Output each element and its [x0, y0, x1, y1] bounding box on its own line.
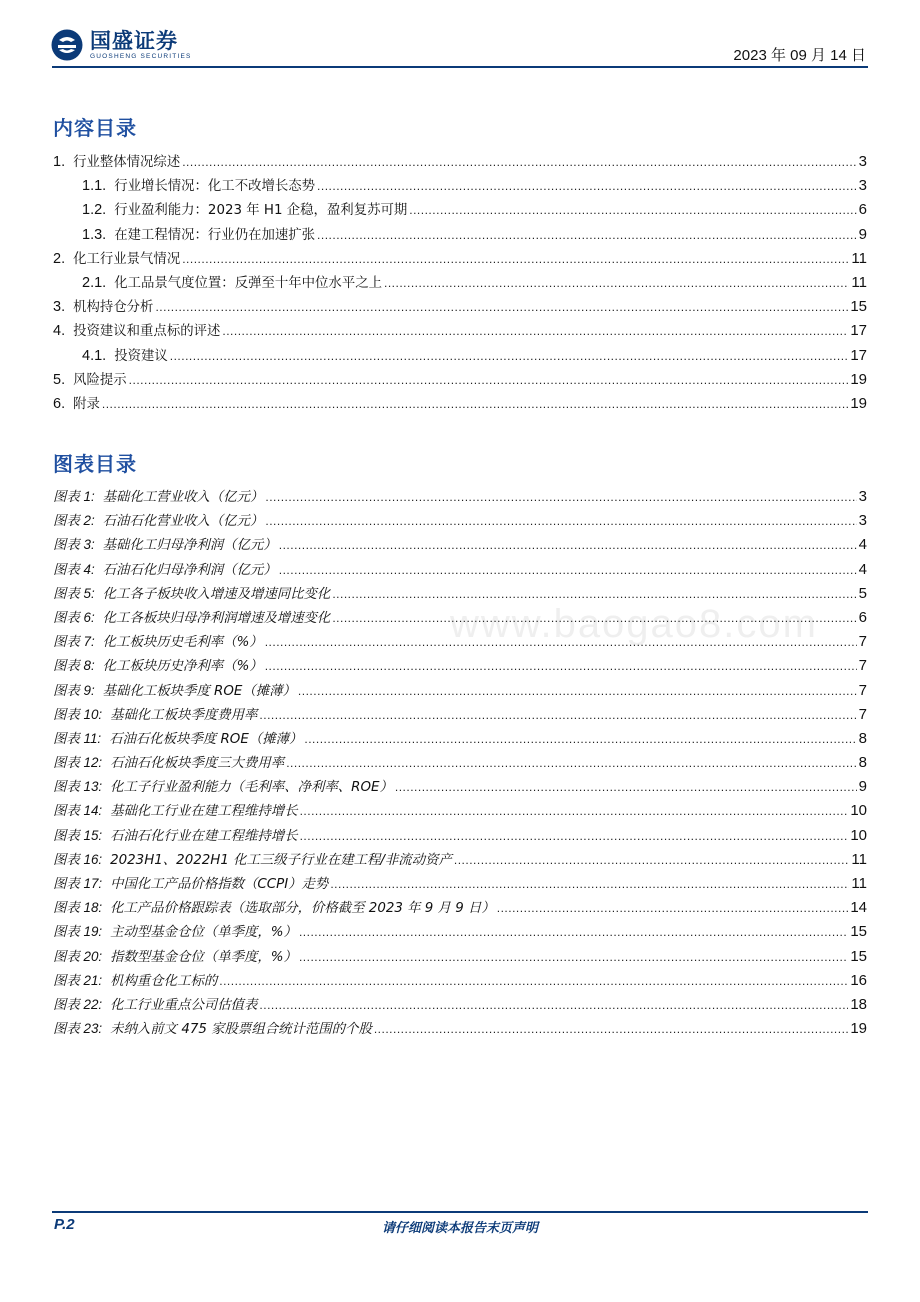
footer-divider [52, 1211, 868, 1213]
dot-leader [300, 829, 849, 843]
figure-entry-page: 8 [858, 729, 867, 747]
dot-leader [279, 538, 857, 552]
dot-leader [384, 276, 849, 290]
dot-leader [155, 300, 848, 314]
toc-entry-page: 9 [858, 225, 867, 243]
toc-entry-label: 在建工程情况：行业仍在加速扩张 [114, 227, 316, 243]
logo [50, 28, 192, 62]
figure-entry-page: 15 [850, 947, 867, 965]
figure-entry-label: 石油石化行业在建工程维持增长 [110, 828, 298, 844]
figure-entry[interactable] [53, 534, 867, 558]
figure-entry-label: 化工板块历史毛利率（%） [102, 635, 263, 651]
toc-entry-page: 6 [858, 201, 867, 219]
dot-leader [265, 514, 856, 528]
report-date: 2023 年 09 月 14 日 [733, 47, 866, 64]
figure-entry[interactable] [53, 800, 867, 824]
figure-entry-page: 14 [850, 899, 867, 917]
toc-entry-number: 2.1. [82, 274, 107, 291]
toc-entry[interactable] [53, 393, 867, 417]
logo-cn-text: 国盛证券 [90, 29, 178, 53]
dot-leader [259, 998, 848, 1012]
toc-entry[interactable] [53, 151, 867, 175]
page-header [0, 0, 920, 75]
toc-entry-label: 机构持仓分析 [73, 300, 154, 316]
figure-entry-page: 19 [850, 1020, 867, 1038]
toc-entry-page: 11 [851, 249, 867, 267]
figure-entry-page: 7 [858, 657, 867, 675]
dot-leader [374, 1022, 848, 1036]
toc-entry[interactable] [53, 199, 867, 223]
figure-entry-page: 4 [858, 536, 867, 554]
figure-entry[interactable] [53, 486, 867, 510]
toc-entry-page: 15 [850, 298, 867, 316]
dot-leader [300, 804, 849, 818]
figure-entry-page: 11 [851, 850, 867, 868]
toc-entry-number: 1.2. [82, 202, 107, 219]
figure-entry-page: 3 [858, 512, 867, 530]
figure-entry-label: 机构重仓化工标的 [110, 973, 218, 989]
toc-entry-label: 行业增长情况：化工不改增长态势 [114, 179, 316, 195]
dot-leader [279, 563, 857, 577]
figure-entry-label: 基础化工归母净利润（亿元） [102, 538, 277, 554]
figure-entry-number: 图表 15: [53, 827, 103, 843]
toc-entry-label: 附录 [73, 396, 100, 412]
toc-entry-page: 19 [850, 370, 867, 388]
dot-leader [265, 490, 856, 504]
logo-en-text: GUOSHENG SECURITIES [90, 53, 192, 60]
dot-leader [298, 684, 857, 698]
dot-leader [317, 179, 857, 193]
figure-entry[interactable] [53, 825, 867, 849]
toc-entry-page: 17 [850, 322, 867, 340]
figure-entry-page: 10 [850, 802, 867, 820]
watermark: www.baogao8.com [450, 602, 818, 646]
figure-entry-page: 15 [850, 923, 867, 941]
toc-entry[interactable] [53, 248, 867, 272]
toc-entry[interactable] [53, 272, 867, 296]
dot-leader [497, 901, 849, 915]
figure-entry-page: 4 [858, 560, 867, 578]
dot-leader [102, 397, 848, 411]
figure-entry-page: 11 [851, 875, 867, 892]
figure-entry-label: 指数型基金仓位（单季度，%） [110, 949, 297, 965]
toc-entry-number: 5. [53, 371, 66, 388]
figure-entry-page: 7 [858, 633, 867, 651]
dot-leader [182, 252, 849, 266]
figure-entry[interactable] [53, 946, 867, 970]
toc-entry-label: 化工行业景气情况 [73, 251, 181, 267]
toc-entry-page: 3 [858, 177, 867, 195]
figure-entry[interactable] [53, 994, 867, 1018]
dot-leader [182, 155, 856, 169]
figure-entry-page: 16 [850, 971, 867, 989]
figure-entry-number: 图表 18: [53, 900, 103, 916]
figure-entry-label: 化工行业重点公司估值表 [110, 997, 258, 1013]
figure-entry-number: 图表 1: [53, 489, 95, 504]
figure-entry[interactable] [53, 680, 867, 704]
figure-entry-label: 基础化工板块季度 ROE（摊薄） [102, 683, 296, 699]
toc-entry[interactable] [53, 320, 867, 344]
figure-entry-number: 图表 10: [53, 706, 103, 722]
figure-entry-label: 基础化工行业在建工程维持增长 [110, 804, 298, 820]
figure-entry-label: 2023H1、2022H1 化工三级子行业在建工程/非流动资产 [110, 852, 452, 868]
figure-entry-label: 化工子行业盈利能力（毛利率、净利率、ROE） [110, 780, 393, 796]
figure-entry-label: 中国化工产品价格指数（CCPI）走势 [110, 877, 329, 892]
figures-title: 图表目录 [53, 452, 137, 476]
dot-leader [170, 349, 849, 363]
figure-entry-number: 图表 17: [53, 876, 103, 891]
figure-entry[interactable] [53, 655, 867, 679]
dot-leader [286, 756, 856, 770]
toc-entry-number: 2. [53, 250, 66, 267]
figure-entry-page: 9 [858, 778, 867, 796]
figure-entry-label: 主动型基金仓位（单季度，%） [110, 925, 297, 941]
figure-entry-number: 图表 6: [53, 609, 95, 625]
figure-entry-label: 石油石化营业收入（亿元） [102, 514, 264, 530]
figure-entry-number: 图表 9: [53, 682, 95, 698]
figure-entry-page: 6 [858, 608, 867, 626]
figure-entry-number: 图表 20: [53, 948, 103, 964]
figure-entry-label: 基础化工板块季度费用率 [110, 707, 258, 723]
figure-entry-number: 图表 19: [53, 924, 103, 940]
dot-leader [332, 587, 856, 601]
figure-entry-label: 基础化工营业收入（亿元） [102, 490, 264, 505]
figure-entry-number: 图表 14: [53, 803, 103, 819]
figure-entry-page: 8 [858, 754, 867, 772]
figure-entry-number: 图表 22: [53, 996, 103, 1012]
dot-leader [259, 708, 856, 722]
guosheng-logo-icon [50, 28, 84, 62]
figure-entry-label: 化工各子板块收入增速及增速同比变化 [102, 586, 331, 602]
dot-leader [330, 877, 849, 891]
toc-entry-number: 4. [53, 323, 66, 340]
toc-entry-label: 投资建议 [114, 348, 168, 364]
figure-entry-number: 图表 4: [53, 561, 95, 577]
dot-leader [395, 780, 857, 794]
figure-entry-label: 石油石化板块季度三大费用率 [110, 756, 285, 772]
toc-entry-page: 17 [850, 346, 867, 364]
figure-entry[interactable] [53, 510, 867, 534]
toc-entry-label: 化工品景气度位置：反弹至十年中位水平之上 [114, 275, 382, 291]
dot-leader [454, 853, 850, 867]
figure-entry-number: 图表 11: [53, 730, 102, 746]
dot-leader [265, 659, 857, 673]
figures-list [53, 486, 867, 1042]
figure-entry[interactable] [53, 776, 867, 800]
dot-leader [317, 228, 857, 242]
figure-entry-label: 未纳入前文 475 家股票组合统计范围的个股 [110, 1022, 372, 1038]
toc-list [53, 151, 867, 417]
toc-entry-label: 风险提示 [73, 372, 127, 388]
figure-entry[interactable] [53, 921, 867, 945]
toc-entry[interactable] [53, 224, 867, 248]
figure-entry-number: 图表 7: [53, 634, 95, 650]
toc-entry-label: 行业盈利能力：2023 年 H1 企稳，盈利复苏可期 [114, 203, 408, 219]
toc-entry-label: 行业整体情况综述 [73, 155, 181, 170]
header-divider [52, 66, 868, 68]
figure-entry-page: 7 [858, 681, 867, 699]
figure-entry[interactable] [53, 728, 867, 752]
dot-leader [299, 950, 848, 964]
figure-entry-number: 图表 16: [53, 851, 103, 867]
figure-entry-number: 图表 13: [53, 779, 103, 795]
dot-leader [299, 925, 848, 939]
figure-entry-label: 石油石化板块季度 ROE（摊薄） [109, 731, 303, 747]
toc-entry-page: 11 [851, 273, 867, 291]
toc-entry-number: 6. [53, 395, 66, 412]
figure-entry-page: 5 [858, 584, 867, 602]
toc-entry-number: 3. [53, 299, 66, 316]
figure-entry-label: 化工各板块归母净利润增速及增速变化 [102, 610, 331, 626]
dot-leader [129, 373, 849, 387]
toc-entry-number: 4.1. [82, 347, 107, 364]
toc-entry[interactable] [53, 345, 867, 369]
figure-entry-number: 图表 3: [53, 537, 95, 553]
figure-entry-number: 图表 8: [53, 658, 95, 674]
figure-entry[interactable] [53, 1018, 867, 1042]
figure-entry-number: 图表 23: [53, 1021, 103, 1037]
figure-entry-label: 化工产品价格跟踪表（选取部分，价格截至 2023 年 9 月 9 日） [110, 901, 495, 917]
figure-entry[interactable] [53, 752, 867, 776]
dot-leader [222, 324, 848, 338]
dot-leader [219, 974, 848, 988]
toc-entry[interactable] [53, 369, 867, 393]
toc-entry[interactable] [53, 296, 867, 320]
toc-entry-number: 1.3. [82, 226, 107, 243]
figure-entry-page: 7 [858, 705, 867, 723]
figure-entry-page: 3 [858, 488, 867, 505]
figure-entry-number: 图表 2: [53, 513, 95, 529]
disclaimer-note: 请仔细阅读本报告末页声明 [381, 1221, 538, 1236]
figure-entry[interactable] [53, 849, 867, 873]
toc-entry-label: 投资建议和重点标的评述 [73, 324, 221, 340]
figure-entry-label: 石油石化归母净利润（亿元） [102, 562, 277, 578]
figure-entry-number: 图表 12: [53, 755, 103, 771]
toc-entry[interactable] [53, 175, 867, 199]
figure-entry[interactable] [53, 897, 867, 921]
toc-entry-number: 1.1. [82, 178, 107, 195]
figure-entry[interactable] [53, 559, 867, 583]
toc-entry-page: 19 [850, 394, 867, 412]
figure-entry-page: 18 [850, 995, 867, 1013]
figure-entry-label: 化工板块历史净利率（%） [102, 659, 263, 675]
figure-entry[interactable] [53, 970, 867, 994]
dot-leader [304, 732, 856, 746]
toc-title: 内容目录 [53, 116, 137, 140]
dot-leader [409, 203, 856, 217]
figure-entry[interactable] [53, 873, 867, 897]
toc-entry-number: 1. [53, 154, 66, 170]
figure-entry-number: 图表 21: [53, 972, 103, 988]
figure-entry-page: 10 [850, 826, 867, 844]
toc-entry-page: 3 [858, 153, 867, 170]
page-number: P.2 [54, 1216, 75, 1233]
figure-entry-number: 图表 5: [53, 585, 95, 601]
figure-entry[interactable] [53, 704, 867, 728]
